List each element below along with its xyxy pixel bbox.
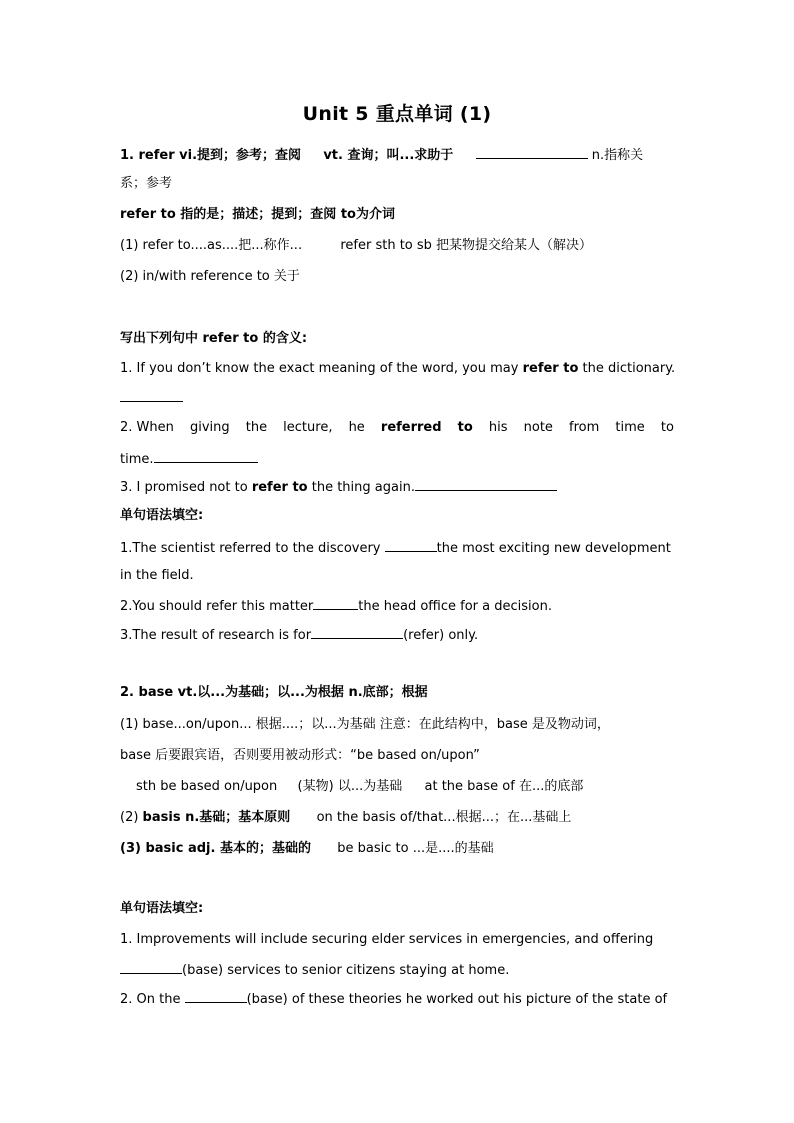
phrase-refer-sth-text: refer sth to sb 把某物提交给某人（解决） bbox=[340, 238, 593, 253]
question-text: 3. I promised not to bbox=[120, 480, 252, 495]
exercise-question-1 bbox=[120, 538, 671, 558]
question-text: (refer) only. bbox=[403, 628, 479, 643]
phrase-text: (某物) 以...为基础 bbox=[297, 779, 403, 794]
basic-line bbox=[120, 840, 494, 858]
base-usage-cont: base 后要跟宾语，否则要用被动形式：“be based on/upon” bbox=[120, 748, 480, 763]
question-text: the head office for a decision. bbox=[358, 599, 552, 614]
question-word: time bbox=[615, 420, 645, 435]
base-definition-line: 2. base vt.以...为基础；以...为根据 n.底部；根据 bbox=[120, 685, 428, 700]
answer-blank[interactable] bbox=[154, 449, 258, 463]
exercise-question-3 bbox=[120, 625, 478, 645]
question-word: lecture, bbox=[283, 420, 333, 435]
answer-blank[interactable] bbox=[185, 989, 247, 1003]
question-keyword: refer to bbox=[251, 480, 308, 495]
question-text: the thing again. bbox=[307, 480, 415, 495]
question-word: his bbox=[488, 420, 508, 435]
exercise-question-1-cont bbox=[120, 960, 509, 980]
exercise-question-3 bbox=[120, 477, 557, 497]
refer-to-meaning: refer to 指的是；描述；提到；查阅 to为介词 bbox=[120, 207, 395, 222]
exercise-question-1: 1. Improvements will include securing elder services in emergencies, and offering bbox=[120, 932, 654, 947]
question-text: (base) of these theories he worked out his picture of the state of bbox=[246, 992, 668, 1007]
answer-line bbox=[120, 388, 183, 408]
answer-blank[interactable] bbox=[313, 596, 358, 610]
question-word: giving bbox=[189, 420, 230, 435]
answer-blank[interactable] bbox=[120, 960, 182, 974]
question-word: the bbox=[245, 420, 268, 435]
question-text: the dictionary. bbox=[578, 361, 676, 376]
answer-blank[interactable] bbox=[415, 477, 557, 491]
exercise-heading: 单句语法填空: bbox=[120, 508, 204, 523]
refer-head: 1. refer vi.提到；参考；查阅 bbox=[120, 148, 302, 163]
exercise-question-2-cont bbox=[120, 449, 258, 469]
question-word: he bbox=[348, 420, 365, 435]
base-usage-line: (1) base...on/upon... 根据....；以...为基础 注意：在此结构中，base 是及物动词， bbox=[120, 717, 610, 732]
exercise-heading: 单句语法填空: bbox=[120, 901, 204, 916]
question-word: note bbox=[523, 420, 553, 435]
basic-definition: (3) basic adj. 基本的；基础的 bbox=[120, 841, 311, 856]
question-word: from bbox=[569, 420, 600, 435]
question-text: the most exciting new development bbox=[436, 541, 671, 556]
question-text: 2. On the bbox=[120, 992, 185, 1007]
question-text: time. bbox=[120, 452, 154, 467]
phrase-text: at the base of 在...的底部 bbox=[424, 779, 584, 794]
phrase-text: sth be based on/upon bbox=[136, 779, 278, 794]
exercise-question-2 bbox=[120, 419, 674, 437]
base-phrase-line bbox=[136, 778, 583, 796]
exercise-question-2 bbox=[120, 596, 552, 616]
question-keyword: refer to bbox=[522, 361, 579, 376]
exercise-question-1 bbox=[120, 360, 675, 378]
answer-blank[interactable] bbox=[476, 145, 588, 159]
question-text: 1. If you don’t know the exact meaning of the word, you may bbox=[120, 361, 523, 376]
answer-blank[interactable] bbox=[385, 538, 437, 552]
refer-definition-cont: 系；参考 bbox=[120, 176, 173, 191]
question-keyword: to bbox=[457, 420, 473, 435]
phrase-refer-as bbox=[120, 237, 592, 255]
refer-vt: vt. 查询；叫...求助于 bbox=[323, 148, 454, 163]
basis-line bbox=[120, 809, 571, 827]
phrase-refer-as-text: (1) refer to....as....把...称作... bbox=[120, 238, 303, 253]
answer-blank[interactable] bbox=[311, 625, 403, 639]
question-text: 3.The result of research is for bbox=[120, 628, 312, 643]
question-word: to bbox=[660, 420, 674, 435]
question-text: 2.You should refer this matter bbox=[120, 599, 314, 614]
phrase-text: on the basis of/that...根据...；在...基础上 bbox=[316, 810, 572, 825]
phrase-text: be basic to ...是....的基础 bbox=[337, 841, 494, 856]
exercise-heading: 写出下列句中 refer to 的含义: bbox=[120, 331, 308, 346]
question-text: 1.The scientist referred to the discovery bbox=[120, 541, 385, 556]
basis-definition: basis n.基础；基本原则 bbox=[142, 810, 291, 825]
question-word: 2. When bbox=[120, 420, 174, 435]
phrase-text: (2) bbox=[120, 810, 143, 825]
refer-noun: n.指称关 bbox=[591, 148, 644, 163]
question-keyword: referred bbox=[380, 420, 442, 435]
exercise-question-2 bbox=[120, 989, 667, 1009]
exercise-question-1-cont: in the field. bbox=[120, 568, 194, 583]
question-text: (base) services to senior citizens staying at home. bbox=[182, 963, 510, 978]
answer-blank[interactable] bbox=[120, 388, 183, 402]
page-title: Unit 5 重点单词 (1) bbox=[302, 103, 492, 125]
phrase-reference: (2) in/with reference to 关于 bbox=[120, 269, 300, 284]
refer-definition-line bbox=[120, 145, 643, 165]
